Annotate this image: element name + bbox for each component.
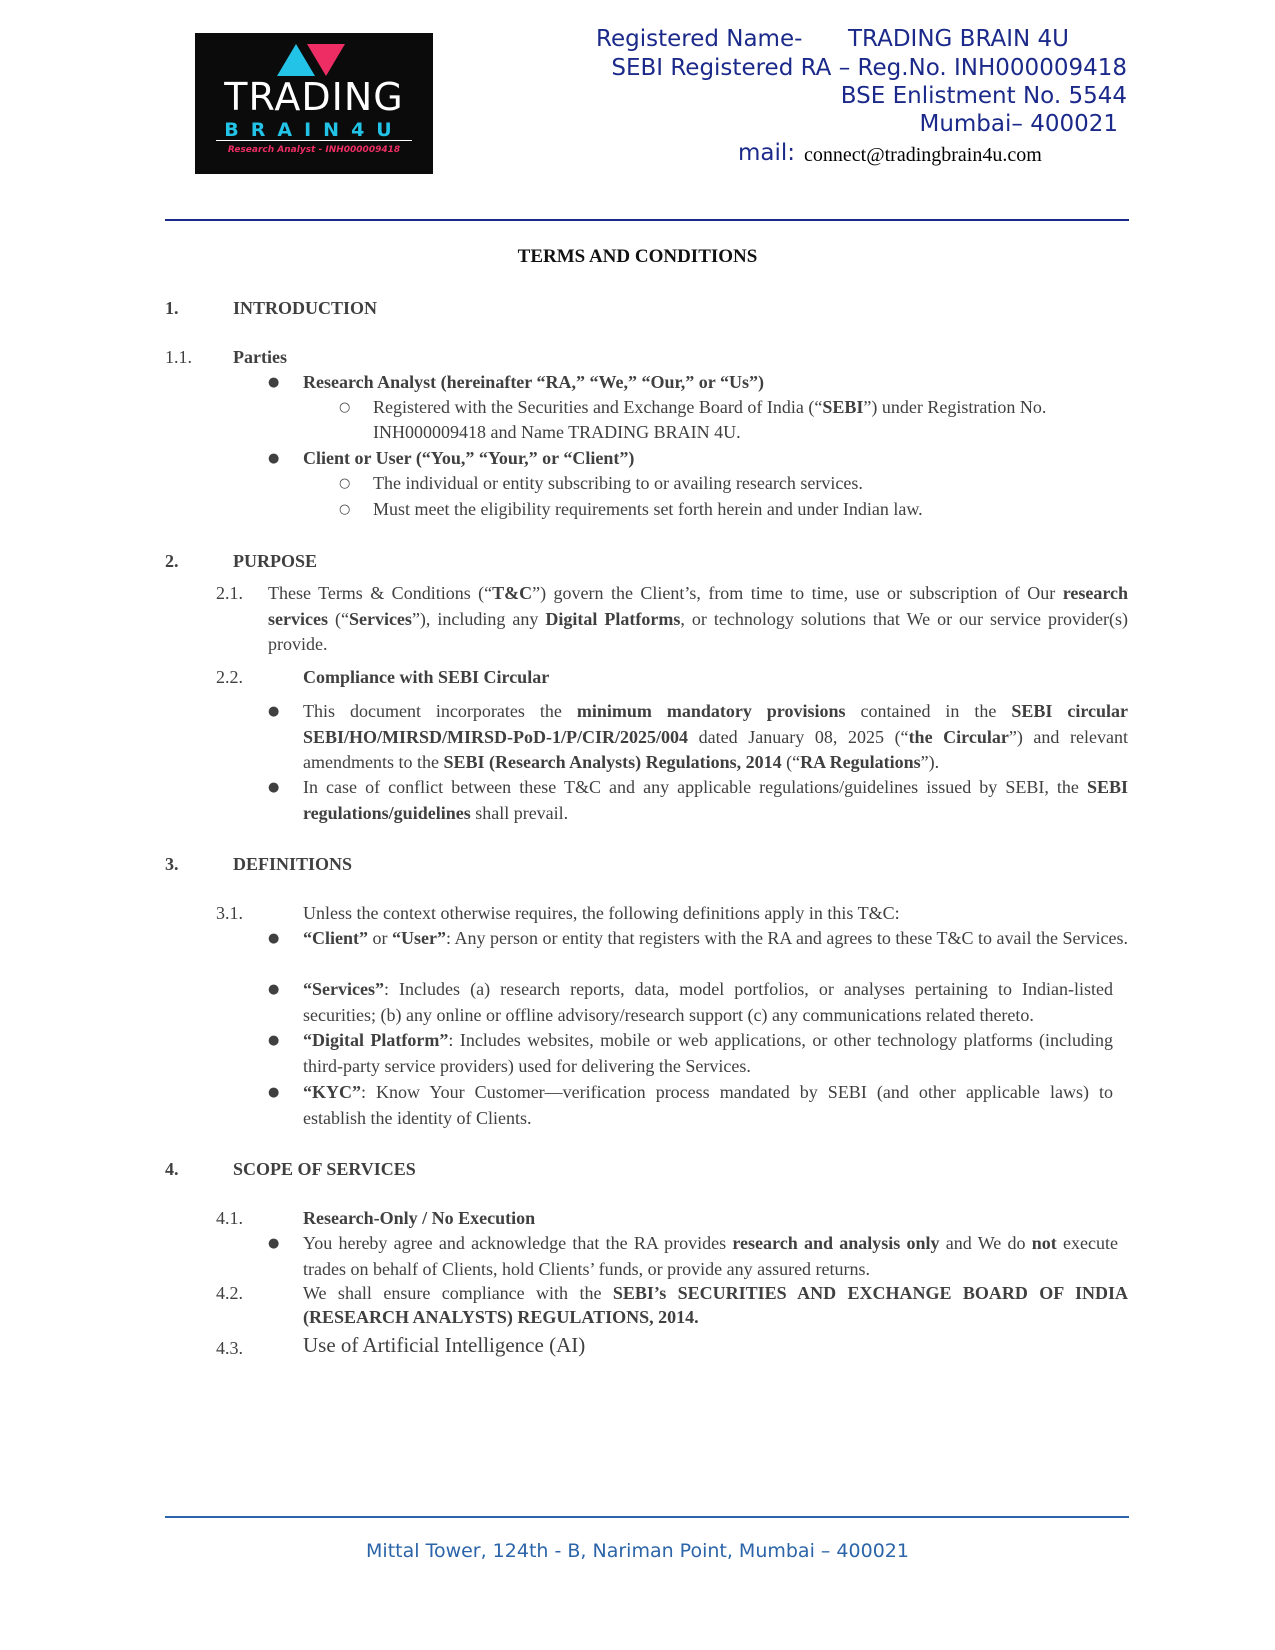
circle-bullet-icon: ○ <box>339 476 351 491</box>
circle-bullet-icon: ○ <box>339 400 351 415</box>
bse-enlistment: BSE Enlistment No. 5544 <box>840 83 1127 109</box>
section-2-number: 2. <box>165 551 179 571</box>
bullet-icon: ● <box>268 704 280 719</box>
client-party-title: Client or User (“You,” “Your,” or “Client”) <box>303 448 635 468</box>
section-4-number: 4. <box>165 1159 179 1179</box>
section-2-heading: PURPOSE <box>233 551 318 571</box>
logo-tagline: Research Analyst - INH000009418 <box>227 145 401 155</box>
footer-divider <box>165 1516 1129 1518</box>
clause-1-1-number: 1.1. <box>165 347 192 367</box>
definition-services: “Services”: Includes (a) research reports, data, model portfolios, or analyses pertaining to Indian-listed securities; (b) any online or offline advisory/research support (c) any communications related thereto. <box>303 979 1113 1025</box>
section-3-number: 3. <box>165 854 179 874</box>
section-3-heading: DEFINITIONS <box>233 854 353 874</box>
ra-registration-line-2: INH000009418 and Name TRADING BRAIN 4U. <box>373 422 741 442</box>
registered-name-value: TRADING BRAIN 4U <box>848 26 1069 52</box>
clause-2-1-text: These Terms & Conditions (“T&C”) govern the Client’s, from time to time, use or subscription of Our research services (“Services”), including any Digital Platforms, or technology solutions that We or our service provider(s) provide. <box>268 583 1128 654</box>
clause-4-2-number: 4.2. <box>216 1283 243 1303</box>
mail-label: mail: <box>738 140 796 166</box>
definition-kyc: “KYC”: Know Your Customer—verification process mandated by SEBI (and other applicable laws) to establish the identity of Clients. <box>303 1082 1113 1128</box>
header-divider <box>165 219 1129 221</box>
bullet-icon: ● <box>268 1236 280 1251</box>
sebi-registration: SEBI Registered RA – Reg.No. INH000009418 <box>611 55 1127 81</box>
footer-address: Mittal Tower, 124th - B, Nariman Point, Mumbai – 400021 <box>366 1540 909 1562</box>
conflict-clause-text: In case of conflict between these T&C and any applicable regulations/guidelines issued by SEBI, the SEBI regulations/guidelines shall prevail. <box>303 777 1128 823</box>
ra-registration-line-1: Registered with the Securities and Exchange Board of India (“SEBI”) under Registration No. <box>373 397 1047 417</box>
clause-2-1-number: 2.1. <box>216 583 243 603</box>
logo-word-brain4u: BRAIN4U <box>224 119 404 141</box>
bullet-icon: ● <box>268 982 280 997</box>
bullet-icon: ● <box>268 451 280 466</box>
bullet-icon: ● <box>268 931 280 946</box>
research-only-text: You hereby agree and acknowledge that the RA provides research and analysis only and We do not execute trades on behalf of Clients, hold Clients’ funds, or provide any assured returns. <box>303 1233 1118 1279</box>
section-1-number: 1. <box>165 298 179 318</box>
definition-client: “Client” or “User”: Any person or entity that registers with the RA and agrees to these T&C to avail the Services. <box>303 928 1129 948</box>
bullet-icon: ● <box>268 1033 280 1048</box>
client-definition-line: The individual or entity subscribing to or availing research services. <box>373 473 863 493</box>
mail-link[interactable]: connect@tradingbrain4u.com <box>804 144 1042 166</box>
logo-word-trading: TRADING <box>224 75 404 119</box>
registered-name-label: Registered Name- <box>596 26 803 52</box>
bullet-icon: ● <box>268 1085 280 1100</box>
company-logo <box>195 33 433 174</box>
client-eligibility-line: Must meet the eligibility requirements set forth herein and under Indian law. <box>373 499 923 519</box>
ra-party-title: Research Analyst (hereinafter “RA,” “We,” “Our,” or “Us”) <box>303 372 764 392</box>
document-title: TERMS AND CONDITIONS <box>517 246 758 267</box>
clause-2-2-number: 2.2. <box>216 667 243 687</box>
section-4-heading: SCOPE OF SERVICES <box>233 1159 416 1179</box>
clause-1-1-heading: Parties <box>233 347 287 367</box>
clause-3-1-text: Unless the context otherwise requires, the following definitions apply in this T&C: <box>303 903 900 923</box>
city-pin: Mumbai– 400021 <box>919 111 1118 137</box>
clause-4-3-number: 4.3. <box>216 1338 243 1358</box>
bullet-icon: ● <box>268 780 280 795</box>
bullet-icon: ● <box>268 375 280 390</box>
definition-digital-platform: “Digital Platform”: Includes websites, mobile or web applications, or other technology platforms (including third-party service providers) used for delivering the Services. <box>303 1030 1113 1076</box>
clause-4-1-heading: Research-Only / No Execution <box>303 1208 536 1228</box>
clause-3-1-number: 3.1. <box>216 903 243 923</box>
logo-pink-triangle <box>307 44 345 76</box>
circular-compliance-text: This document incorporates the minimum mandatory provisions contained in the SEBI circular SEBI/HO/MIRSD/MIRSD-PoD-1/P/CIR/2025/004 dated January 08, 2025 (“the Circular”) and relevant amendments to the SEBI (Research Analysts) Regulations, 2014 (“RA Regulations”). <box>303 701 1129 772</box>
section-1-heading: INTRODUCTION <box>233 298 378 318</box>
circle-bullet-icon: ○ <box>339 502 351 517</box>
clause-4-3-heading: Use of Artificial Intelligence (AI) <box>303 1333 586 1357</box>
clause-4-1-number: 4.1. <box>216 1208 243 1228</box>
clause-4-2-text: We shall ensure compliance with the SEBI’s SECURITIES AND EXCHANGE BOARD OF INDIA (RESEARCH ANALYSTS) REGULATIONS, 2014. <box>303 1283 1128 1327</box>
clause-2-2-heading: Compliance with SEBI Circular <box>303 667 550 687</box>
